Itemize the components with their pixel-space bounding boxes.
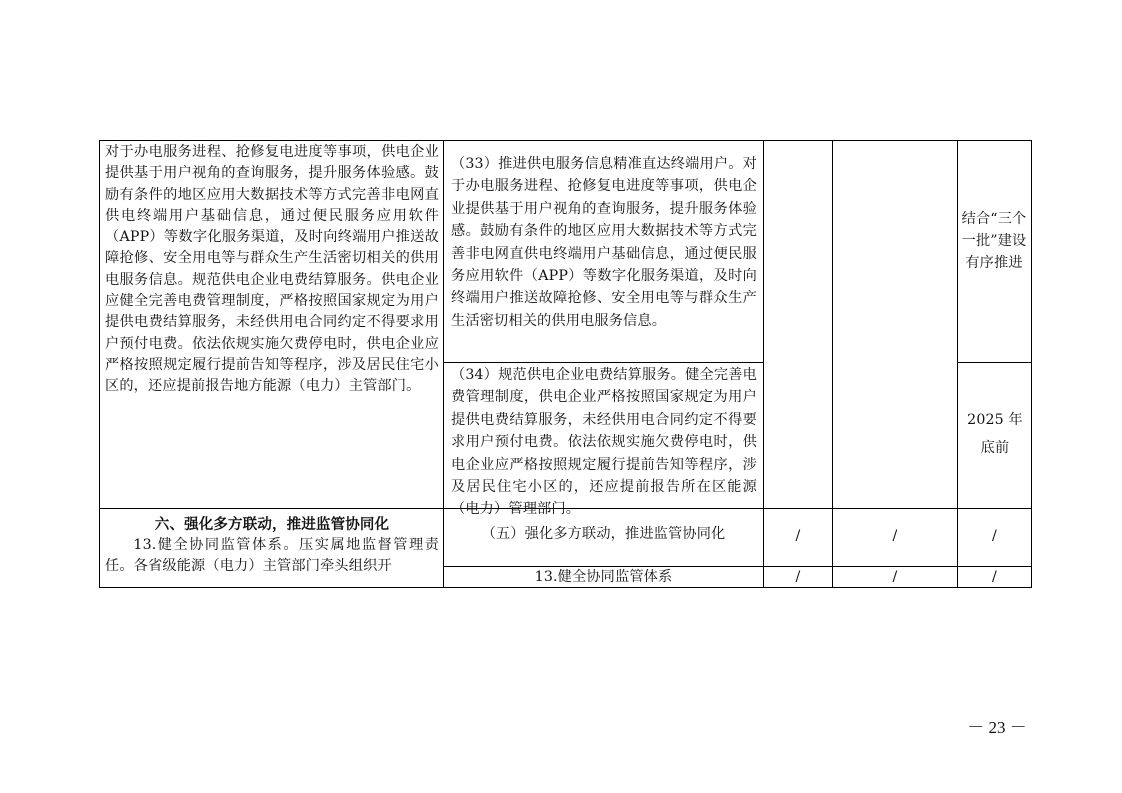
item-33-cell xyxy=(451,153,757,332)
slash-mark: / xyxy=(992,569,997,585)
section-6-body: 13.健全协同监管体系。压实属地监督管理责任。各省级能源（电力）主管部门牵头组织开 xyxy=(105,537,439,575)
item-33-text: （33）推进供电服务信息精准直达终端用户。对于办电服务进程、抢修复电进度等事项，供电企业提供基于用户视角的查询服务，提升服务体验感。鼓励有条件的地区应用大数据技术等方式完善非电网直供电终端用户基础信息，通过便民服务应用软件（APP）等数字化服务渠道，及时向终端用户推送故障抢修、安全用电等与群众生产生活密切相关的供用电服务信息。 xyxy=(451,156,757,329)
section-6-heading: 六、强化多方联动，推进监管协同化 xyxy=(154,516,390,533)
placeholder-r2-c3 xyxy=(764,526,832,547)
slash-mark: / xyxy=(892,528,898,544)
row-divider-deadline xyxy=(957,362,1032,363)
item-33-deadline-cell xyxy=(961,208,1027,274)
policy-text-cell xyxy=(105,142,439,398)
section-6-cell xyxy=(105,514,439,577)
table-border-right xyxy=(1031,140,1032,588)
table-border-top xyxy=(99,140,1032,141)
subsection-5-cell xyxy=(444,524,763,545)
item-34-text: （34）规范供电企业电费结算服务。健全完善电费管理制度，供电企业严格按照国家规定为用户提供电费结算服务，未经供用电合同约定不得要求用户预付电费。依法依规实施欠费停电时，供电企业应严格按照规定履行提前告知等程序，涉及居民住宅小区的，还应提前报告所在区能源（电力）管理部门。 xyxy=(451,367,757,518)
slash-mark: / xyxy=(892,569,898,585)
placeholder-r3-c4 xyxy=(833,567,957,587)
item-34-deadline-year: 2025 年 xyxy=(967,412,1023,428)
placeholder-r2-c4 xyxy=(833,526,957,547)
item-34-deadline-suffix: 底前 xyxy=(980,440,1010,456)
subsection-5-title: （五）强化多方联动，推进监管协同化 xyxy=(481,526,726,542)
placeholder-r3-c3 xyxy=(764,567,832,587)
policy-text: 对于办电服务进程、抢修复电进度等事项，供电企业提供基于用户视角的查询服务，提升服务体验感。鼓励有条件的地区应用大数据技术等方式完善非电网直供电终端用户基础信息，通过便民服务应用软件（APP）等数字化服务渠道，及时向终端用户推送故障抢修、安全用电等与群众生产生活密切相关的供用电服务信息。规范供电企业电费结算服务。供电企业应健全完善电费管理制度，严格按照国家规定为用户提供电费结算服务，未经供用电合同约定不得要求用户预付电费。依法依规实施欠费停电时，供电企业应严格按照规定履行提前告知等程序，涉及居民住宅小区的，还应提前报告地方能源（电力）主管部门。 xyxy=(105,144,439,395)
page-number: － 23 － xyxy=(967,718,1027,737)
column-divider-4 xyxy=(957,140,958,588)
item-34-cell xyxy=(451,364,757,521)
subitem-13-title: 13.健全协同监管体系 xyxy=(534,569,673,585)
column-divider-1 xyxy=(443,140,444,588)
slash-mark: / xyxy=(992,528,997,544)
slash-mark: / xyxy=(795,528,801,544)
table-border-bottom xyxy=(99,587,1032,588)
table-border-left xyxy=(99,140,100,588)
column-divider-2 xyxy=(763,140,764,588)
subitem-13-cell xyxy=(444,567,763,587)
placeholder-r2-c5 xyxy=(958,526,1031,547)
item-34-deadline-cell xyxy=(958,406,1032,462)
placeholder-r3-c5 xyxy=(958,567,1031,587)
row-divider-item33-34 xyxy=(443,362,764,363)
column-divider-3 xyxy=(832,140,833,588)
slash-mark: / xyxy=(795,569,801,585)
item-33-deadline: 结合“三个一批”建设有序推进 xyxy=(961,211,1027,271)
